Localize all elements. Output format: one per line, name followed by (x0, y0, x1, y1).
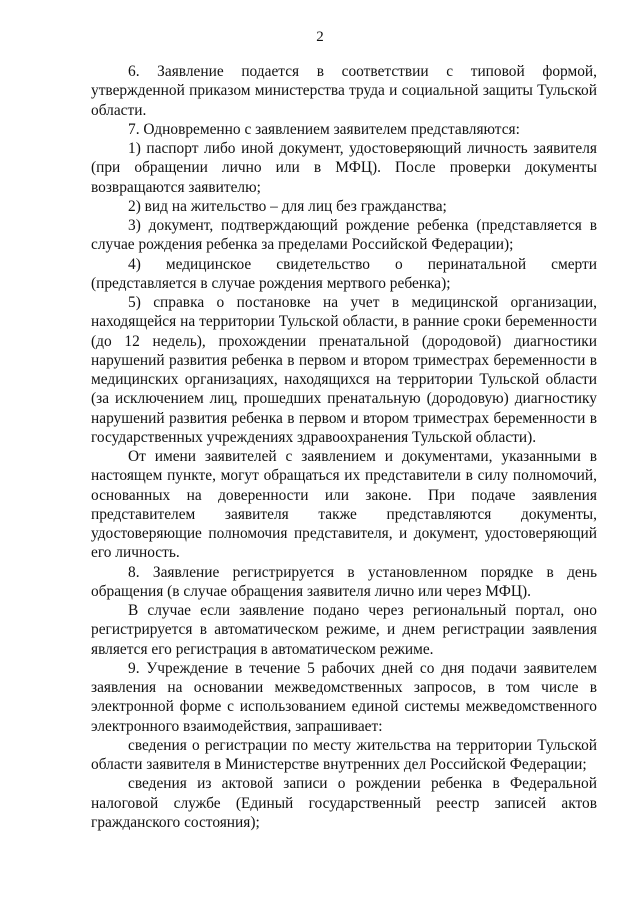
paragraph-subitem-5: 5) справка о постановке на учет в медицинской организации, находящейся на территории Тульской области, в ранние сроки беременности (до 12 недель), прохождении пренатальной (дородовой) диагностики нарушений развития ребенка в первом и втором триместрах беременности в медицинских организациях, находящихся на территории Тульской области (за исключением лиц, прошедших пренатальную (дородовую) диагностику нарушений развития ребенка в первом и втором триместрах беременности в государственных учреждениях здравоохранения Тульской области). (91, 294, 597, 446)
paragraph-subitem-3: 3) документ, подтверждающий рождение ребенка (представляется в случае рождения ребенка за пределами Российской Федерации); (91, 217, 597, 254)
paragraph-item-7: 7. Одновременно с заявлением заявителем представляются: (128, 120, 520, 138)
paragraph-item-9: 9. Учреждение в течение 5 рабочих дней со дня подачи заявителем заявления на основании межведомственных запросов, в том числе в электронной форме с использованием единой системы межведомственного электронного взаимодействия, запрашивает: (91, 659, 597, 735)
paragraph-birth-record-info: сведения из актовой записи о рождении ребенка в Федеральной налоговой службе (Единый государственный реестр записей актов гражданского состояния); (91, 775, 597, 831)
paragraph-subitem-2: 2) вид на жительство – для лиц без гражданства; (128, 197, 447, 215)
page-number: 2 (316, 29, 324, 45)
paragraph-representatives: От имени заявителей с заявлением и документами, указанными в настоящем пункте, могут обращаться их представители в силу полномочий, основанных на доверенности или законе. При подаче заявления представителем заявителя также представляются документы, удостоверяющие полномочия представителя, и документ, удостоверяющий его личность. (91, 448, 597, 562)
paragraph-subitem-4: 4) медицинское свидетельство о перинатальной смерти (представляется в случае рождения мертвого ребенка); (91, 255, 597, 292)
paragraph-registration-info: сведения о регистрации по месту жительства на территории Тульской области заявителя в Министерстве внутренних дел Российской Федерации; (91, 736, 597, 773)
document-body (91, 62, 597, 832)
paragraph-subitem-1: 1) паспорт либо иной документ, удостоверяющий личность заявителя (при обращении лично или в МФЦ). После проверки документы возвращаются заявителю; (91, 140, 597, 196)
paragraph-portal-registration: В случае если заявление подано через региональный портал, оно регистрируется в автоматическом режиме, и днем регистрации заявления является его регистрация в автоматическом режиме. (91, 602, 597, 658)
paragraph-item-8: 8. Заявление регистрируется в установленном порядке в день обращения (в случае обращения заявителя лично или через МФЦ). (91, 563, 597, 600)
paragraph-item-6: 6. Заявление подается в соответствии с типовой формой, утвержденной приказом министерства труда и социальной защиты Тульской области. (91, 63, 597, 119)
